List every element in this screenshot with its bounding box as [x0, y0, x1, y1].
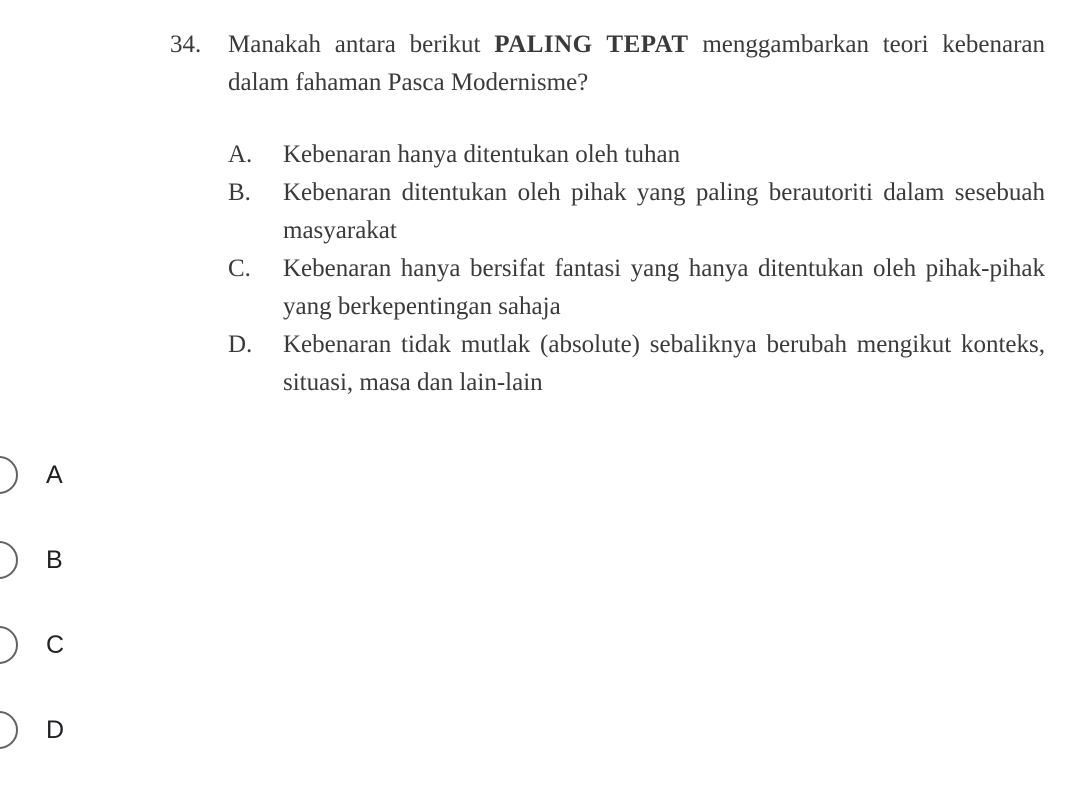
choice-label: B [46, 545, 63, 574]
choice-a[interactable] [0, 450, 300, 500]
question-image [170, 26, 1045, 402]
question-stem [170, 26, 1045, 102]
question-text-after: menggambarkan teori kebenaran dalam fahaman Pasca Modernisme? [228, 31, 1046, 96]
option-text: Kebenaran tidak mutlak (absolute) sebaliknya berubah mengikut konteks, situasi, masa dan lain-lain [283, 331, 1045, 396]
option-letter: C. [228, 255, 251, 282]
question-number: 34. [170, 31, 202, 58]
radio-button[interactable] [0, 456, 18, 494]
option-text: Kebenaran hanya ditentukan oleh tuhan [283, 141, 681, 168]
question-text-emphasis: PALING TEPAT [494, 31, 689, 58]
radio-button[interactable] [0, 711, 18, 749]
choice-label: C [46, 630, 65, 659]
option-letter: A. [228, 141, 253, 168]
option-row-a [228, 136, 1045, 174]
option-letter: D. [228, 331, 253, 358]
choice-label: A [46, 460, 63, 489]
question-text-before: Manakah antara berikut [228, 31, 495, 58]
choice-d[interactable] [0, 705, 300, 755]
option-text: Kebenaran ditentukan oleh pihak yang paling berautoriti dalam sesebuah masyarakat [283, 179, 1045, 244]
radio-button[interactable] [0, 541, 18, 579]
option-row-b [228, 174, 1045, 250]
option-text: Kebenaran hanya bersifat fantasi yang hanya ditentukan oleh pihak-pihak yang berkepentingan sahaja [283, 255, 1045, 320]
option-list [170, 136, 1045, 402]
choice-label: D [46, 715, 65, 744]
option-letter: B. [228, 179, 251, 206]
option-row-c [228, 250, 1045, 326]
option-row-d [228, 326, 1045, 402]
choice-b[interactable] [0, 535, 300, 585]
choice-c[interactable] [0, 620, 300, 670]
question-text [228, 26, 1045, 102]
radio-button[interactable] [0, 626, 18, 664]
